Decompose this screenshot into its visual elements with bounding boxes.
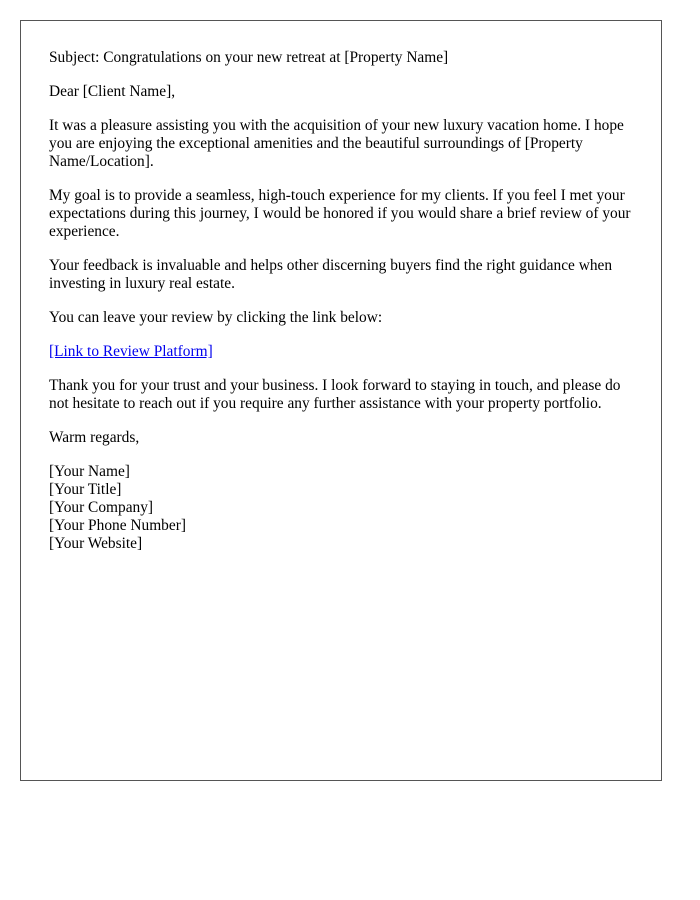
letter-paragraph-thanks: Thank you for your trust and your business. I look forward to staying in touch, and please do not hesitate to reach out if you require any further assistance with your property portfolio.	[49, 377, 621, 412]
review-platform-link[interactable]: [Link to Review Platform]	[49, 343, 213, 360]
letter-container	[20, 20, 662, 781]
signature-company: [Your Company]	[49, 499, 154, 516]
signature-block	[49, 463, 633, 553]
letter-subject: Subject: Congratulations on your new retreat at [Property Name]	[49, 49, 449, 66]
letter-closing: Warm regards,	[49, 429, 140, 446]
letter-paragraph-review-instruction: You can leave your review by clicking the link below:	[49, 309, 383, 326]
signature-name: [Your Name]	[49, 463, 130, 480]
letter-paragraph-goal: My goal is to provide a seamless, high-touch experience for my clients. If you feel I met your expectations during this journey, I would be honored if you would share a brief review of your experience.	[49, 187, 631, 240]
review-link-paragraph	[49, 343, 633, 361]
signature-title: [Your Title]	[49, 481, 122, 498]
letter-paragraph-feedback: Your feedback is invaluable and helps other discerning buyers find the right guidance when investing in luxury real estate.	[49, 257, 613, 292]
signature-phone: [Your Phone Number]	[49, 517, 186, 534]
letter-paragraph-intro: It was a pleasure assisting you with the acquisition of your new luxury vacation home. I hope you are enjoying the exceptional amenities and the beautiful surroundings of [Property Name/Location].	[49, 117, 624, 170]
letter-greeting: Dear [Client Name],	[49, 83, 176, 100]
signature-website: [Your Website]	[49, 535, 143, 552]
